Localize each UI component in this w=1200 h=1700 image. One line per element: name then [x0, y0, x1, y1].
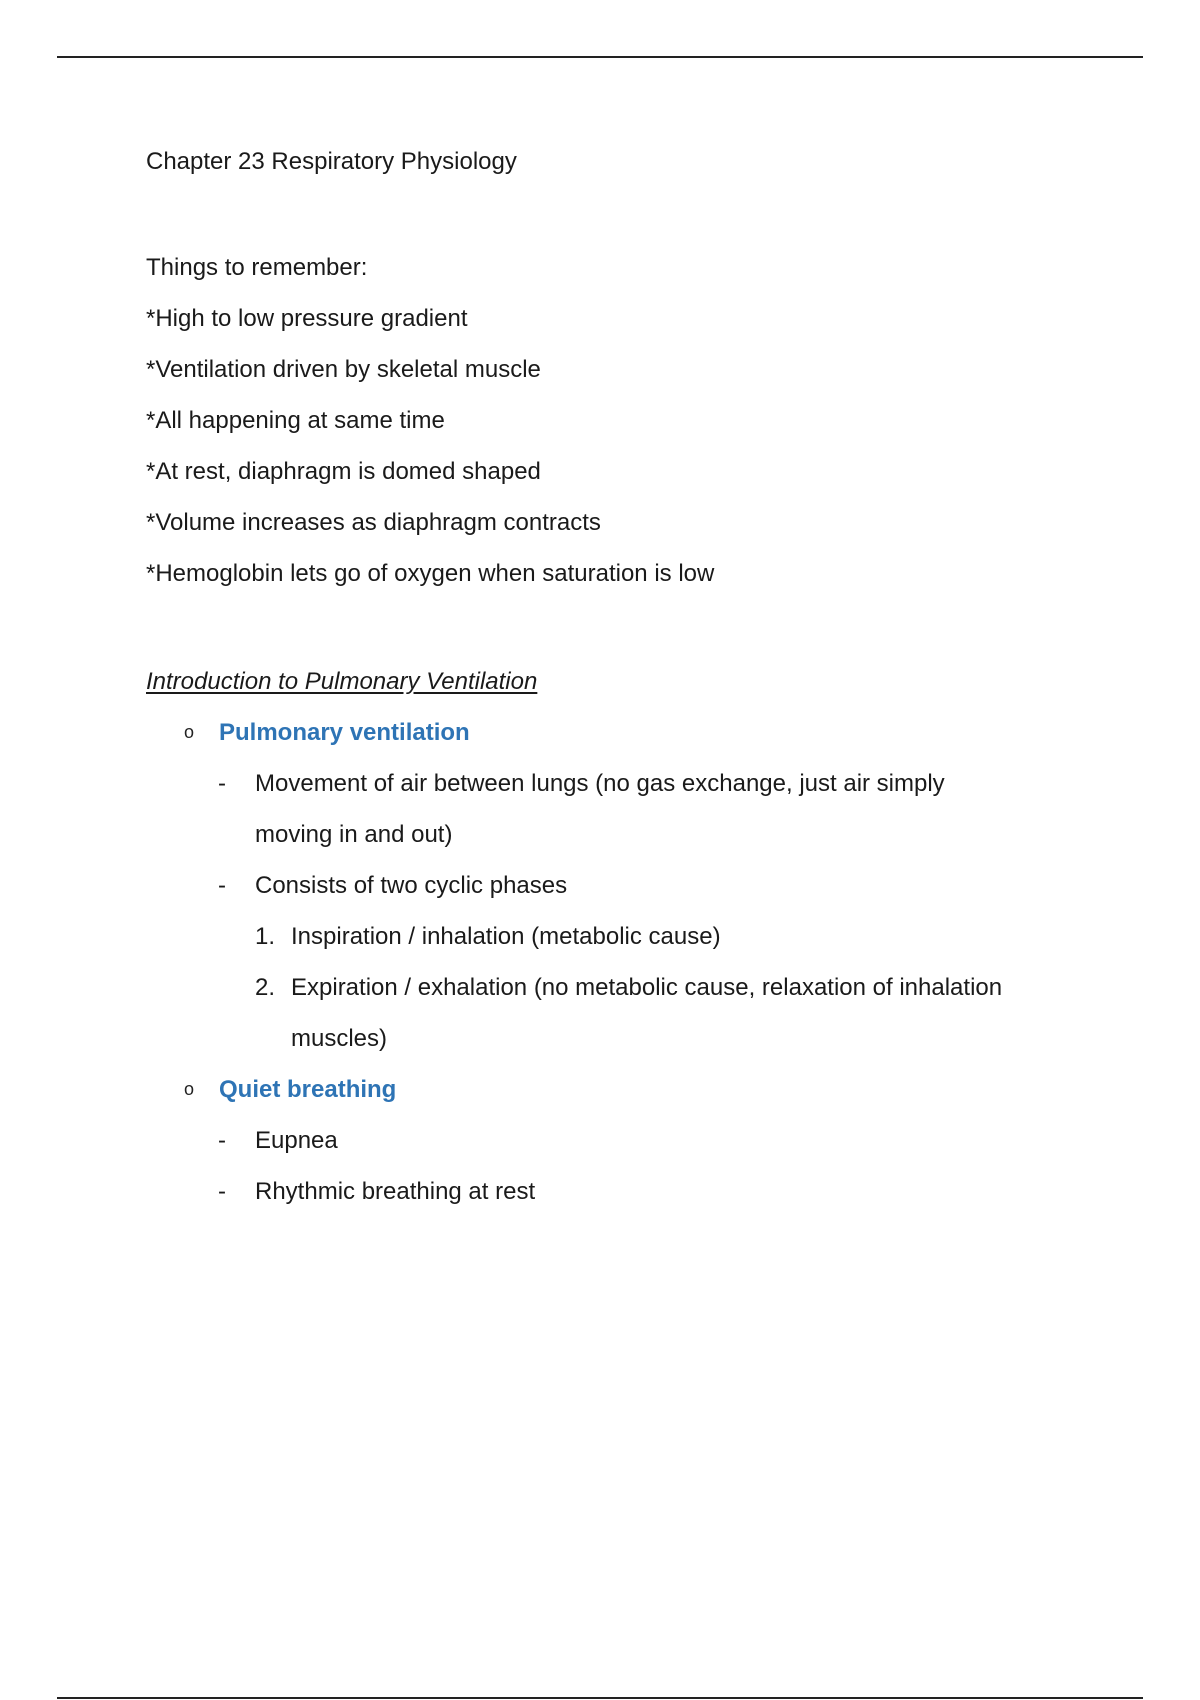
list-item: - Movement of air between lungs (no gas exchange, just air simply [146, 758, 1106, 809]
list-item: - Eupnea [146, 1115, 1106, 1166]
list-item: - Consists of two cyclic phases [146, 860, 1106, 911]
remember-item: *At rest, diaphragm is domed shaped [146, 458, 541, 485]
circle-bullet-icon: o [184, 1079, 195, 1099]
remember-item: *All happening at same time [146, 407, 445, 434]
section-heading: Introduction to Pulmonary Ventilation [146, 668, 538, 695]
list-item: - Rhythmic breathing at rest [146, 1166, 1106, 1217]
list-item-continuation: moving in and out) [255, 821, 453, 848]
document-body [146, 144, 1106, 1217]
topic-label: Quiet breathing [219, 1076, 397, 1103]
remember-item: *High to low pressure gradient [146, 305, 468, 332]
bottom-divider [57, 1697, 1143, 1699]
dash-bullet-icon: - [218, 872, 226, 899]
remember-item: *Ventilation driven by skeletal muscle [146, 356, 541, 383]
topic-quiet-breathing [146, 1064, 1106, 1115]
remember-item: *Hemoglobin lets go of oxygen when saturation is low [146, 560, 715, 587]
numbered-item-continuation: muscles) [291, 1025, 388, 1052]
remember-heading: Things to remember: [146, 254, 368, 281]
top-divider [57, 56, 1143, 58]
numbered-item: 2. Expiration / exhalation (no metabolic cause, relaxation of inhalation [146, 962, 1106, 1013]
circle-bullet-icon: o [184, 722, 195, 742]
page-title: Chapter 23 Respiratory Physiology [146, 148, 517, 175]
topic-pulmonary-ventilation [146, 707, 1106, 758]
dash-bullet-icon: - [218, 1127, 226, 1154]
numbered-item: 1. Inspiration / inhalation (metabolic cause) [146, 911, 1106, 962]
item-number: 2. [255, 974, 276, 1001]
remember-item: *Volume increases as diaphragm contracts [146, 509, 601, 536]
dash-bullet-icon: - [218, 1178, 226, 1205]
topic-label: Pulmonary ventilation [219, 719, 470, 746]
dash-bullet-icon: - [218, 770, 226, 797]
item-number: 1. [255, 923, 276, 950]
